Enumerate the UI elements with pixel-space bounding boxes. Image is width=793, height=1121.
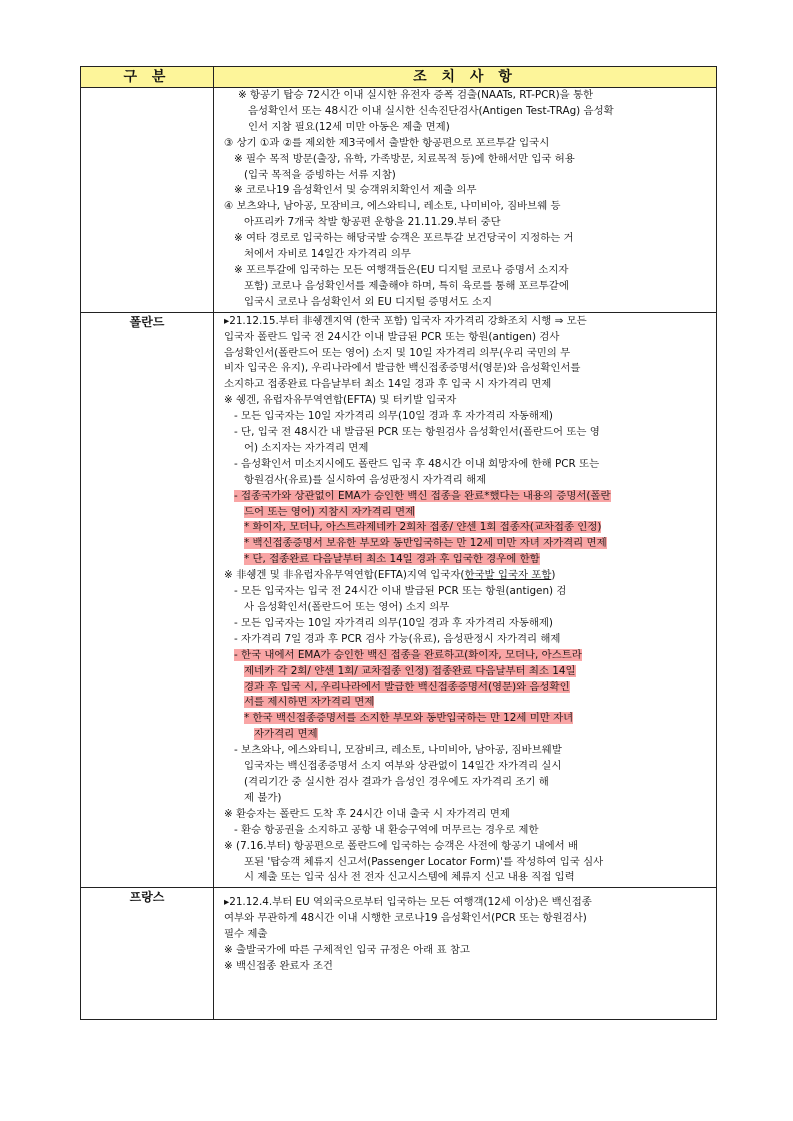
- text-line: [224, 775, 713, 791]
- line-text: 인서 지참 필요(12세 미만 아동은 제출 면제): [248, 120, 450, 133]
- text-line: [224, 489, 713, 505]
- line-text: 아프리카 7개국 착발 항공편 운항을 21.11.29.부터 중단: [244, 216, 501, 229]
- header-measures: 조 치 사 항: [214, 67, 717, 88]
- text-line: [224, 247, 713, 263]
- line-text: ▸21.12.15.부터 非쉥겐지역 (한국 포함) 입국자 자가격리 강화조치 시행 ⇒ 모든: [224, 314, 587, 327]
- table-row-portugal-cont: [81, 88, 717, 313]
- line-text: ※ 非쉥겐 및 非유럽자유무역연합(EFTA)지역 입국자(한국발 입국자 포함): [224, 569, 556, 582]
- line-text: ③ 상기 ①과 ②를 제외한 제3국에서 출발한 항공편으로 포르투갈 입국시: [224, 136, 550, 149]
- text-line: [224, 330, 713, 346]
- text-line: [224, 943, 713, 959]
- text-line: [224, 711, 713, 727]
- text-line: [224, 536, 713, 552]
- line-text: - 단, 입국 전 48시간 내 발급된 PCR 또는 항원검사 음성확인서(폴란드어 또는 영: [234, 426, 600, 439]
- line-text: - 모든 입국자는 10일 자가격리 의무(10일 경과 후 자가격리 자동해제): [234, 616, 553, 629]
- text-line: [224, 346, 713, 362]
- line-text: 사 음성확인서(폴란드어 또는 영어) 소지 의무: [244, 601, 450, 613]
- highlighted-text: * 단, 접종완료 다음날부터 최소 14일 경과 후 입국한 경우에 한함: [244, 553, 540, 566]
- text-line: [224, 552, 713, 568]
- row-label-france: 프랑스: [81, 888, 214, 1020]
- line-text: 필수 제출: [224, 928, 268, 941]
- text-line: [224, 927, 713, 943]
- row-body-france: [214, 888, 717, 1020]
- text-line: [224, 425, 713, 441]
- highlighted-text: 서를 제시하면 자가격리 면제: [244, 696, 375, 709]
- line-text: - 환승 항공권을 소지하고 공항 내 환승구역에 머무르는 경우로 제한: [234, 823, 539, 836]
- line-text: (격리기간 중 실시한 검사 결과가 음성인 경우에도 자가격리 조기 해: [244, 775, 549, 788]
- text-line: [224, 520, 713, 536]
- line-text: 어) 소지자는 자가격리 면제: [244, 441, 369, 454]
- text-line: [224, 295, 713, 311]
- text-line: [224, 895, 713, 911]
- text-line: [224, 377, 713, 393]
- text-line: [224, 664, 713, 680]
- highlighted-text: - 접종국가와 상관없이 EMA가 승인한 백신 접종을 완료*했다는 내용의 증명서(폴란: [234, 489, 611, 502]
- line-text: 음성확인서(폴란드어 또는 영어) 소지 및 10일 자가격리 의무(우리 국민의 무: [224, 346, 571, 359]
- text-line: [224, 183, 713, 199]
- text-line: [224, 120, 713, 136]
- line-text: ※ 코로나19 음성확인서 및 승객위치확인서 제출 의무: [234, 184, 477, 197]
- line-text: - 모든 입국자는 10일 자가격리 의무(10일 경과 후 자가격리 자동해제): [234, 410, 553, 423]
- text-line: [224, 959, 713, 975]
- text-line: [224, 807, 713, 823]
- table-row-france: [81, 888, 717, 1020]
- line-text: ▸21.12.4.부터 EU 역외국으로부터 입국하는 모든 여행객(12세 이상)은 백신접종: [224, 896, 592, 909]
- text-line: [224, 231, 713, 247]
- table-header-row: [81, 67, 717, 88]
- text-line: [224, 457, 713, 473]
- text-line: [224, 168, 713, 184]
- text-line: [224, 911, 713, 927]
- line-text: 포함) 코로나 음성확인서를 제출해야 하며, 특히 육로를 통해 포르투갈에: [244, 279, 569, 292]
- underlined-text: 한국발 입국자 포함: [464, 569, 552, 582]
- line-text: 시 제출 또는 입국 심사 전 전자 신고시스템에 체류지 신고 내용 직접 입력: [244, 871, 575, 884]
- text-line: [224, 314, 713, 330]
- line-text: ※ 필수 목적 방문(출장, 유학, 가족방문, 치료목적 등)에 한해서만 입국 허용: [234, 152, 575, 165]
- line-text: ④ 보츠와나, 남아공, 모잠비크, 에스와티니, 레소토, 나미비아, 짐바브웨 등: [224, 200, 561, 213]
- text-line: [224, 695, 713, 711]
- highlighted-text: * 백신접종증명서 보유한 부모와 동반입국하는 만 12세 미만 자녀 자가격리 면제: [244, 537, 607, 550]
- text-line: [224, 393, 713, 409]
- line-text: ※ 쉥겐, 유럽자유무역연합(EFTA) 및 터키발 입국자: [224, 394, 457, 407]
- text-line: [224, 839, 713, 855]
- text-line: [224, 600, 713, 616]
- highlighted-text: 경과 후 입국 시, 우리나라에서 발급한 백신접종증명서(영문)와 음성확인: [244, 680, 570, 693]
- highlighted-text: 드어 또는 영어) 지참시 자가격리 면제: [244, 505, 416, 518]
- line-text: ※ 여타 경로로 입국하는 해당국발 승객은 포르투갈 보건당국이 지정하는 거: [234, 232, 574, 245]
- text-line: [224, 616, 713, 632]
- line-text: 처에서 자비로 14일간 자가격리 의무: [244, 248, 411, 261]
- line-text: 항원검사(유료)를 실시하여 음성판정시 자가격리 해제: [244, 473, 487, 486]
- text-line: [224, 823, 713, 839]
- line-text: 포된 '탑승객 체류지 신고서(Passenger Locator Form)'를 작성하여 입국 심사: [244, 855, 604, 868]
- highlighted-text: - 한국 내에서 EMA가 승인한 백신 접종을 완료하고(화이자, 모더나, 아스트라: [234, 648, 582, 661]
- text-line: [224, 473, 713, 489]
- line-text: ※ 항공기 탑승 72시간 이내 실시한 유전자 증폭 검출(NAATs, RT-PCR)을 통한: [238, 89, 594, 101]
- text-line: [224, 409, 713, 425]
- text-line: [224, 505, 713, 521]
- measures-table: [80, 66, 717, 1020]
- text-line: [224, 791, 713, 807]
- line-text: ※ 백신접종 완료자 조건: [224, 959, 333, 972]
- row-body: [214, 88, 717, 313]
- highlighted-text: 자가격리 면제: [254, 728, 318, 741]
- text-line: [224, 855, 713, 871]
- line-text: - 모든 입국자는 입국 전 24시간 이내 발급된 PCR 또는 항원(antigen) 검: [234, 585, 567, 598]
- text-line: [224, 361, 713, 377]
- line-text: 입국시 코로나 음성확인서 외 EU 디지털 증명서도 소지: [244, 295, 493, 308]
- row-label-poland: 폴란드: [81, 312, 214, 888]
- highlighted-text: * 화이자, 모더나, 아스트라제네카 2회차 접종/ 얀센 1회 접종자(교차접종 인정): [244, 521, 602, 534]
- line-text: 입국자는 백신접종증명서 소지 여부와 상관없이 14일간 자가격리 실시: [244, 760, 562, 773]
- line-text: ※ 환승자는 폴란드 도착 후 24시간 이내 출국 시 자가격리 면제: [224, 807, 510, 820]
- line-text: 입국자 폴란드 입국 전 24시간 이내 발급된 PCR 또는 항원(antigen) 검사: [224, 330, 560, 343]
- row-body-poland: [214, 312, 717, 888]
- header-category: 구 분: [81, 67, 214, 88]
- line-text: 여부와 무관하게 48시간 이내 시행한 코로나19 음성확인서(PCR 또는 항원검사): [224, 912, 587, 925]
- text-line: [224, 199, 713, 215]
- line-text: 소지하고 접종완료 다음날부터 최소 14일 경과 후 입국 시 자가격리 면제: [224, 378, 552, 391]
- text-line: [224, 104, 713, 120]
- text-line: [224, 743, 713, 759]
- line-text: 제 불가): [244, 791, 282, 804]
- line-text: - 음성확인서 미소지시에도 폴란드 입국 후 48시간 이내 희망자에 한해 PCR 또는: [234, 457, 600, 470]
- line-text: ※ (7.16.부터) 항공편으로 폴란드에 입국하는 승객은 사전에 항공기 내에서 배: [224, 839, 579, 852]
- line-text: (입국 목적을 증빙하는 서류 지참): [244, 168, 396, 181]
- text-line: [224, 759, 713, 775]
- line-text: 음성확인서 또는 48시간 이내 실시한 신속진단검사(Antigen Test-TRAg) 음성확: [248, 104, 614, 117]
- text-line: [224, 632, 713, 648]
- text-line: [224, 136, 713, 152]
- line-text: 비자 입국은 유지), 우리나라에서 발급한 백신접종증명서(영문)와 음성확인서를: [224, 362, 581, 375]
- table-row-poland: [81, 312, 717, 888]
- text-line: [224, 215, 713, 231]
- text-line: [224, 441, 713, 457]
- text-line: [224, 680, 713, 696]
- highlighted-text: * 한국 백신접종증명서를 소지한 부모와 동반입국하는 만 12세 미만 자녀: [244, 712, 574, 725]
- line-text: ※ 출발국가에 따른 구체적인 입국 규정은 아래 표 참고: [224, 944, 470, 957]
- text-line: [224, 648, 713, 664]
- text-line: [224, 279, 713, 295]
- text-line: [224, 263, 713, 279]
- text-line: [224, 152, 713, 168]
- line-text: - 자가격리 7일 경과 후 PCR 검사 가능(유료), 음성판정시 자가격리 해제: [234, 632, 561, 645]
- highlighted-text: 제네카 각 2회/ 얀센 1회/ 교차접종 인정) 접종완료 다음날부터 최소 14일: [244, 664, 576, 677]
- text-line: [224, 88, 713, 104]
- line-text: - 보츠와나, 에스와티니, 모잠비크, 레소토, 나미비아, 남아공, 짐바브웨발: [234, 744, 562, 757]
- text-line: [224, 870, 713, 886]
- text-line: [224, 568, 713, 584]
- row-label: [81, 88, 214, 313]
- text-line: [224, 727, 713, 743]
- text-line: [224, 584, 713, 600]
- line-text: ※ 포르투갈에 입국하는 모든 여행객들은(EU 디지털 코로나 증명서 소지자: [234, 263, 569, 276]
